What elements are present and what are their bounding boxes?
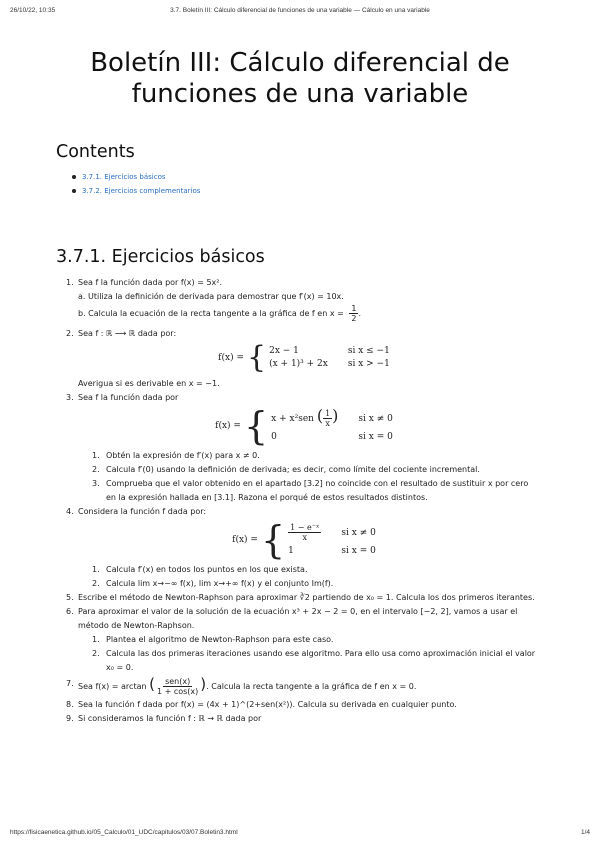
exercise-number: 4. [66, 507, 74, 516]
list-item: 2. Calcula f′(0) usando la definición de derivada; es decir, como límite del cociente incremental. [92, 465, 480, 474]
list-item: 3. Comprueba que el valor obtenido en el apartado [3.2] no coincide con el resultado de sustituir x por cero en la expresión hallada en [3.1]. Razona el porqué de estos resultados distintos. [92, 479, 529, 502]
fraction: $\frac{\text{sen(x)}}{1 + \cos(x)}$ [156, 677, 199, 696]
exercise-number: 6. [66, 607, 74, 616]
exercise-number: 8. [66, 700, 74, 709]
fraction-one-over-x: $\frac{1}{x}$ [325, 408, 331, 428]
fraction-one-half: $\frac{1}{2}$ [351, 304, 357, 323]
exercise-6-text: Para aproximar el valor de la solución de la ecuación x³ + 2x − 2 = 0, en el intervalo [−2, 2], vamos a usar el método de Newton-Raphson. [78, 607, 518, 630]
sublist [78, 563, 536, 591]
exercise-number: 7. [66, 679, 74, 688]
case-expr: x + x²sen [271, 413, 314, 424]
toc-link-basic[interactable]: 3.7.1. Ejercicios básicos [82, 173, 166, 181]
case-cond: si x = 0 [341, 545, 376, 556]
exercise-8-text: Sea la función f dada por f(x) = (4x + 1)^(2+sen(x²)). Calcula su derivada en cualquier punto. [78, 700, 457, 709]
case-cond: si x > −1 [347, 359, 390, 369]
exercise-1-text: Sea f la función dada por f(x) = 5x². [78, 278, 223, 287]
exercise-2 [66, 327, 536, 391]
exercise-list [66, 276, 536, 726]
exercise-1b: b. Calcula la ecuación de la recta tangente a la gráfica de f en x = $\frac{1}{2}$ . [78, 304, 361, 323]
case-expr: 2x − 1 [269, 346, 299, 356]
exercise-2-question: Averigua si es derivable en x = −1. [78, 379, 220, 388]
section-heading: 3.7.1. Ejercicios básicos [56, 247, 265, 267]
exercise-number: 3. [66, 393, 74, 402]
formula-lhs: f(x) = [232, 535, 258, 545]
brace-icon: { [243, 404, 269, 448]
exercise-2-text: Sea f : ℝ ⟶ ℝ dada por: [78, 329, 177, 338]
sublist [78, 449, 536, 505]
exercise-1b-text: b. Calcula la ecuación de la recta tangente a la gráfica de f en x = [78, 309, 344, 318]
page-title: Boletín III: Cálculo diferencial de funciones de una variable [90, 48, 510, 109]
exercise-1a: a. Utiliza la definición de derivada para demostrar que f′(x) = 10x. [78, 292, 344, 301]
contents-heading: Contents [56, 142, 135, 162]
print-page-title: 3.7. Boletín III: Cálculo diferencial de funciones de una variable — Cálculo en una variable [170, 7, 430, 14]
exercise-7 [66, 677, 536, 696]
print-footer [10, 829, 590, 836]
exercise-6 [66, 605, 536, 675]
piecewise-function: f(x) = { x + x²sen ( $\frac{1}{x}$ ) si x ≠ 0 0 si x = 0 [78, 407, 536, 445]
exercise-7-text: Sea f(x) = arctan ( $\frac{\text{sen(x)}}{1 + \cos(x)}$ ). Calcula la recta tangente a la gráfica de f en x = 0. [78, 675, 417, 696]
print-page-number: 1/4 [580, 829, 590, 836]
case-expr: (x + 1)³ + 2x [269, 359, 328, 369]
case-cond: si x = 0 [358, 431, 393, 442]
exercise-number: 2. [66, 329, 74, 338]
piecewise-function [78, 518, 536, 562]
exercise-3 [66, 391, 536, 505]
list-item: 2. Calcula lim x→−∞ f(x), lim x→+∞ f(x) y el conjunto Im(f). [92, 579, 334, 588]
fraction: $\frac{\text{1 − e⁻ˣ}}{x}$ [290, 522, 320, 542]
toc-link-complementary[interactable]: 3.7.2. Ejercicios complementarios [82, 187, 201, 195]
exercise-3-text: Sea f la función dada por [78, 393, 179, 402]
list-item: 1. Obtén la expresión de f′(x) para x ≠ 0. [92, 451, 260, 460]
formula-lhs: f(x) = [215, 421, 241, 431]
exercise-number: 5. [66, 593, 74, 602]
case-cond: si x ≤ −1 [347, 346, 390, 356]
exercise-number: 9. [66, 714, 74, 723]
case-cond: si x ≠ 0 [358, 414, 393, 424]
formula-lhs: f(x) = [218, 353, 244, 363]
sublist [78, 633, 536, 675]
piecewise-function [78, 340, 536, 375]
exercise-number: 1. [66, 278, 74, 287]
exercise-9 [66, 712, 536, 726]
exercise-8 [66, 698, 536, 712]
case-expr: 0 [271, 431, 277, 442]
brace-icon: { [247, 340, 267, 375]
case-expr: 1 [288, 545, 294, 556]
toc-item[interactable] [70, 184, 200, 198]
exercise-4 [66, 505, 536, 591]
print-url: https://fisicaenetica.github.io/05_Calculo/01_UDC/capitulos/03/07.Boletin3.html [10, 829, 238, 836]
exercise-1 [66, 276, 536, 323]
exercise-4-text: Considera la función f dada por: [78, 507, 207, 516]
exercise-5 [66, 591, 536, 605]
case-cond: si x ≠ 0 [341, 528, 376, 538]
list-item: 2. Calcula las dos primeras iteraciones usando ese algoritmo. Para ello usa como aproximación inicial el valor x₀ = 0. [92, 649, 536, 672]
exercise-5-text: Escribe el método de Newton-Raphson para aproximar ∛2 partiendo de x₀ = 1. Calcula los dos primeros iterantes. [78, 593, 535, 602]
brace-icon: { [260, 518, 286, 562]
toc-item[interactable] [70, 170, 200, 184]
exercise-9-text: Si consideramos la función f : ℝ → ℝ dada por [78, 714, 262, 723]
list-item: 1. Calcula f′(x) en todos los puntos en los que exista. [92, 565, 308, 574]
print-datetime: 26/10/22, 10:35 [10, 7, 56, 14]
list-item: 1. Plantea el algoritmo de Newton-Raphson para este caso. [92, 635, 334, 644]
table-of-contents [70, 170, 200, 198]
